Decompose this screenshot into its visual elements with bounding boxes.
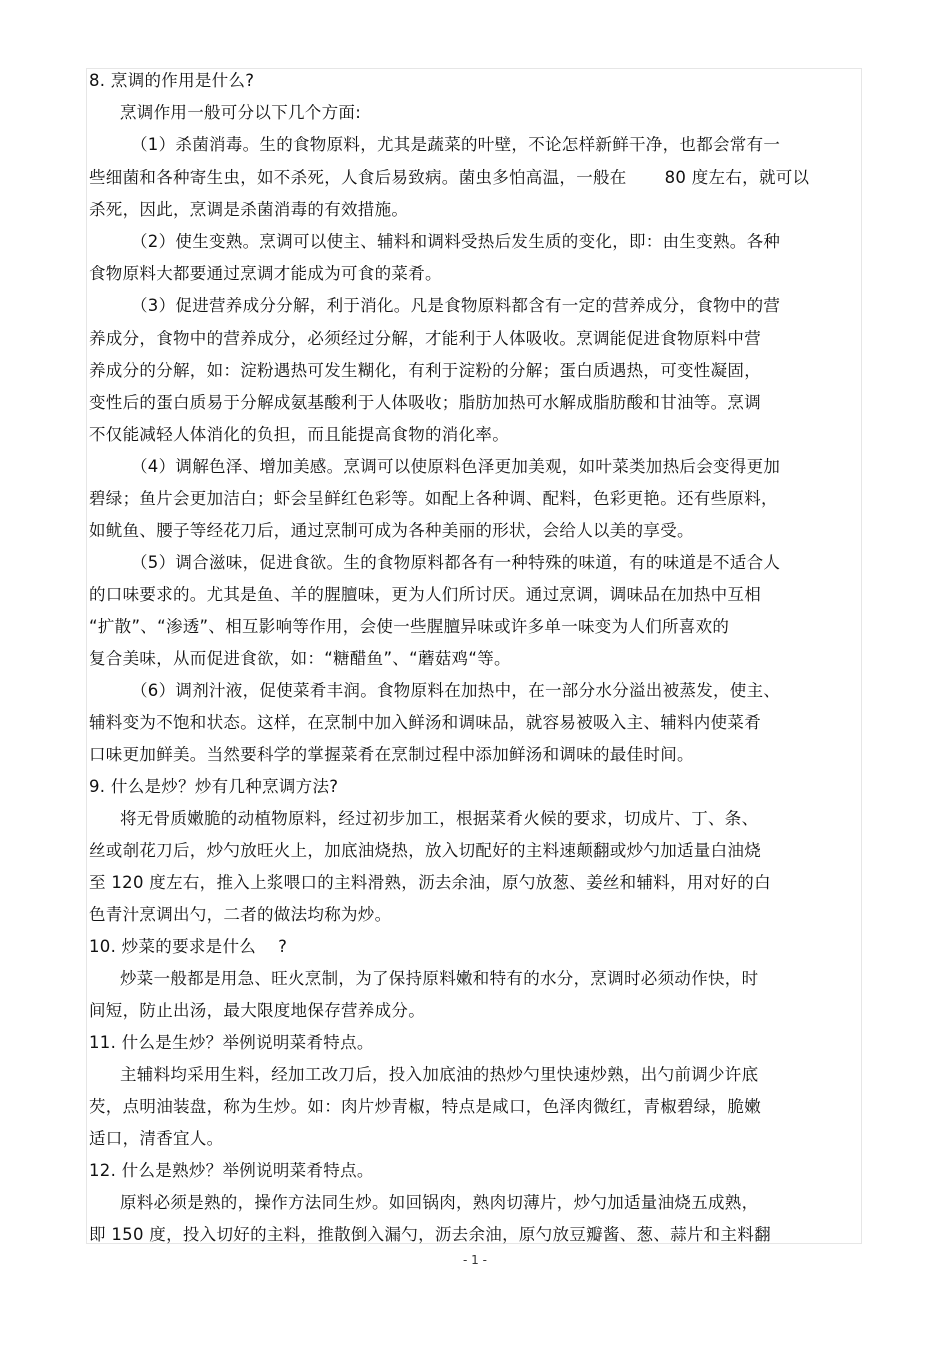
page-number: - 1 - <box>463 1253 487 1267</box>
q9-heading: 9. 什么是炒？炒有几种烹调方法? <box>89 777 339 796</box>
q8-p5-line2: 的口味要求的。尤其是鱼、羊的腥膻味，更为人们所讨厌。通过烹调，调味品在加热中互相 <box>89 585 761 604</box>
q12-heading: 12. 什么是熟炒？举例说明菜肴特点。 <box>89 1161 374 1180</box>
q8-p6-line2: 辅料变为不饱和状态。这样，在烹制中加入鲜汤和调味品，就容易被吸入主、辅料内使菜肴 <box>89 713 761 732</box>
q9-line4: 色青汁烹调出勺，二者的做法均称为炒。 <box>89 905 392 924</box>
q12-line2: 即 150 度，投入切好的主料，推散倒入漏勺，沥去余油，原勺放豆瓣酱、葱、蒜片和主料翻 <box>89 1225 771 1244</box>
q8-p6-line1: （6）调剂汁液，促使菜肴丰润。食物原料在加热中，在一部分水分溢出被蒸发，使主、 <box>131 681 781 700</box>
q8-p3-line2: 养成分，食物中的营养成分，必须经过分解，才能利于人体吸收。烹调能促进食物原料中营 <box>89 329 761 348</box>
q8-p3-line1: （3）促进营养成分分解，利于消化。凡是食物原料都含有一定的营养成分，食物中的营 <box>131 296 781 315</box>
q8-p5-line3: “扩散”、“渗透”、相互影响等作用，会使一些腥膻异味或许多单一味变为人们所喜欢的 <box>89 617 730 636</box>
q9-line1: 将无骨质嫩脆的动植物原料，经过初步加工，根据菜肴火候的要求，切成片、丁、条、 <box>120 809 759 828</box>
q8-heading: 8. 烹调的作用是什么? <box>89 71 255 90</box>
q11-heading: 11. 什么是生炒？举例说明菜肴特点。 <box>89 1033 374 1052</box>
q10-heading-mark: ? <box>278 937 288 956</box>
q8-p1-line2b: 80 度左右，就可以 <box>664 168 810 187</box>
q11-line1: 主辅料均采用生料，经加工改刀后，投入加底油的热炒勺里快速炒熟，出勺前调少许底 <box>120 1065 759 1084</box>
q8-p1-line3: 杀死，因此，烹调是杀菌消毒的有效措施。 <box>89 200 409 219</box>
q8-p4-line3: 如鱿鱼、腰子等经花刀后，通过烹制可成为各种美丽的形状，会给人以美的享受。 <box>89 521 694 540</box>
q10-heading-text: 10. 炒菜的要求是什么 <box>89 937 257 956</box>
q8-p5-line1: （5）调合滋味，促进食欲。生的食物原料都各有一种特殊的味道，有的味道是不适合人 <box>131 553 781 572</box>
q10-heading <box>89 937 287 957</box>
q8-p3-line5: 不仅能减轻人体消化的负担，而且能提高食物的消化率。 <box>89 425 509 444</box>
q8-p4-line1: （4）调解色泽、增加美感。烹调可以使原料色泽更加美观，如叶菜类加热后会变得更加 <box>131 457 781 476</box>
q11-line2: 芡，点明油装盘，称为生炒。如：肉片炒青椒，特点是咸口，色泽肉微红，青椒碧绿，脆嫩 <box>89 1097 761 1116</box>
q8-p5-line4: 复合美味，从而促进食欲，如：“糖醋鱼”、“蘑菇鸡“等。 <box>89 649 511 668</box>
q11-line3: 适口，清香宜人。 <box>89 1129 224 1148</box>
q8-p1-line1: （1）杀菌消毒。生的食物原料，尤其是蔬菜的叶壁，不论怎样新鲜干净，也都会常有一 <box>131 135 781 154</box>
q9-line3: 至 120 度左右，推入上浆喂口的主料滑熟，沥去余油，原勺放葱、姜丝和辅料，用对好的白 <box>89 873 771 892</box>
q9-line2: 丝或剞花刀后，炒勺放旺火上，加底油烧热，放入切配好的主料速颠翻或炒勺加适量白油烧 <box>89 841 761 860</box>
q10-line1: 炒菜一般都是用急、旺火烹制，为了保持原料嫩和特有的水分，烹调时必须动作快，时 <box>120 969 759 988</box>
q12-line1: 原料必须是熟的，操作方法同生炒。如回锅肉，熟肉切薄片，炒勺加适量油烧五成熟， <box>120 1193 759 1212</box>
q8-intro: 烹调作用一般可分以下几个方面: <box>120 103 362 122</box>
q8-p2-line2: 食物原料大都要通过烹调才能成为可食的菜肴。 <box>89 264 442 283</box>
q10-line2: 间短，防止出汤，最大限度地保存营养成分。 <box>89 1001 425 1020</box>
q8-p3-line4: 变性后的蛋白质易于分解成氨基酸利于人体吸收；脂肪加热可水解成脂肪酸和甘油等。烹调 <box>89 393 761 412</box>
q8-p1-line2a: 些细菌和各种寄生虫，如不杀死，人食后易致病。菌虫多怕高温，一般在 <box>89 168 627 187</box>
q8-p2-line1: （2）使生变熟。烹调可以使主、辅料和调料受热后发生质的变化，即：由生变熟。各种 <box>131 232 781 251</box>
q8-p1-line2 <box>89 168 809 188</box>
q8-p6-line3: 口味更加鲜美。当然要科学的掌握菜肴在烹制过程中添加鲜汤和调味的最佳时间。 <box>89 745 694 764</box>
q8-p3-line3: 养成分的分解，如：淀粉遇热可发生糊化，有利于淀粉的分解；蛋白质遇热，可变性凝固， <box>89 361 761 380</box>
q8-p4-line2: 碧绿；鱼片会更加洁白；虾会呈鲜红色彩等。如配上各种调、配料，色彩更艳。还有些原料， <box>89 489 778 508</box>
